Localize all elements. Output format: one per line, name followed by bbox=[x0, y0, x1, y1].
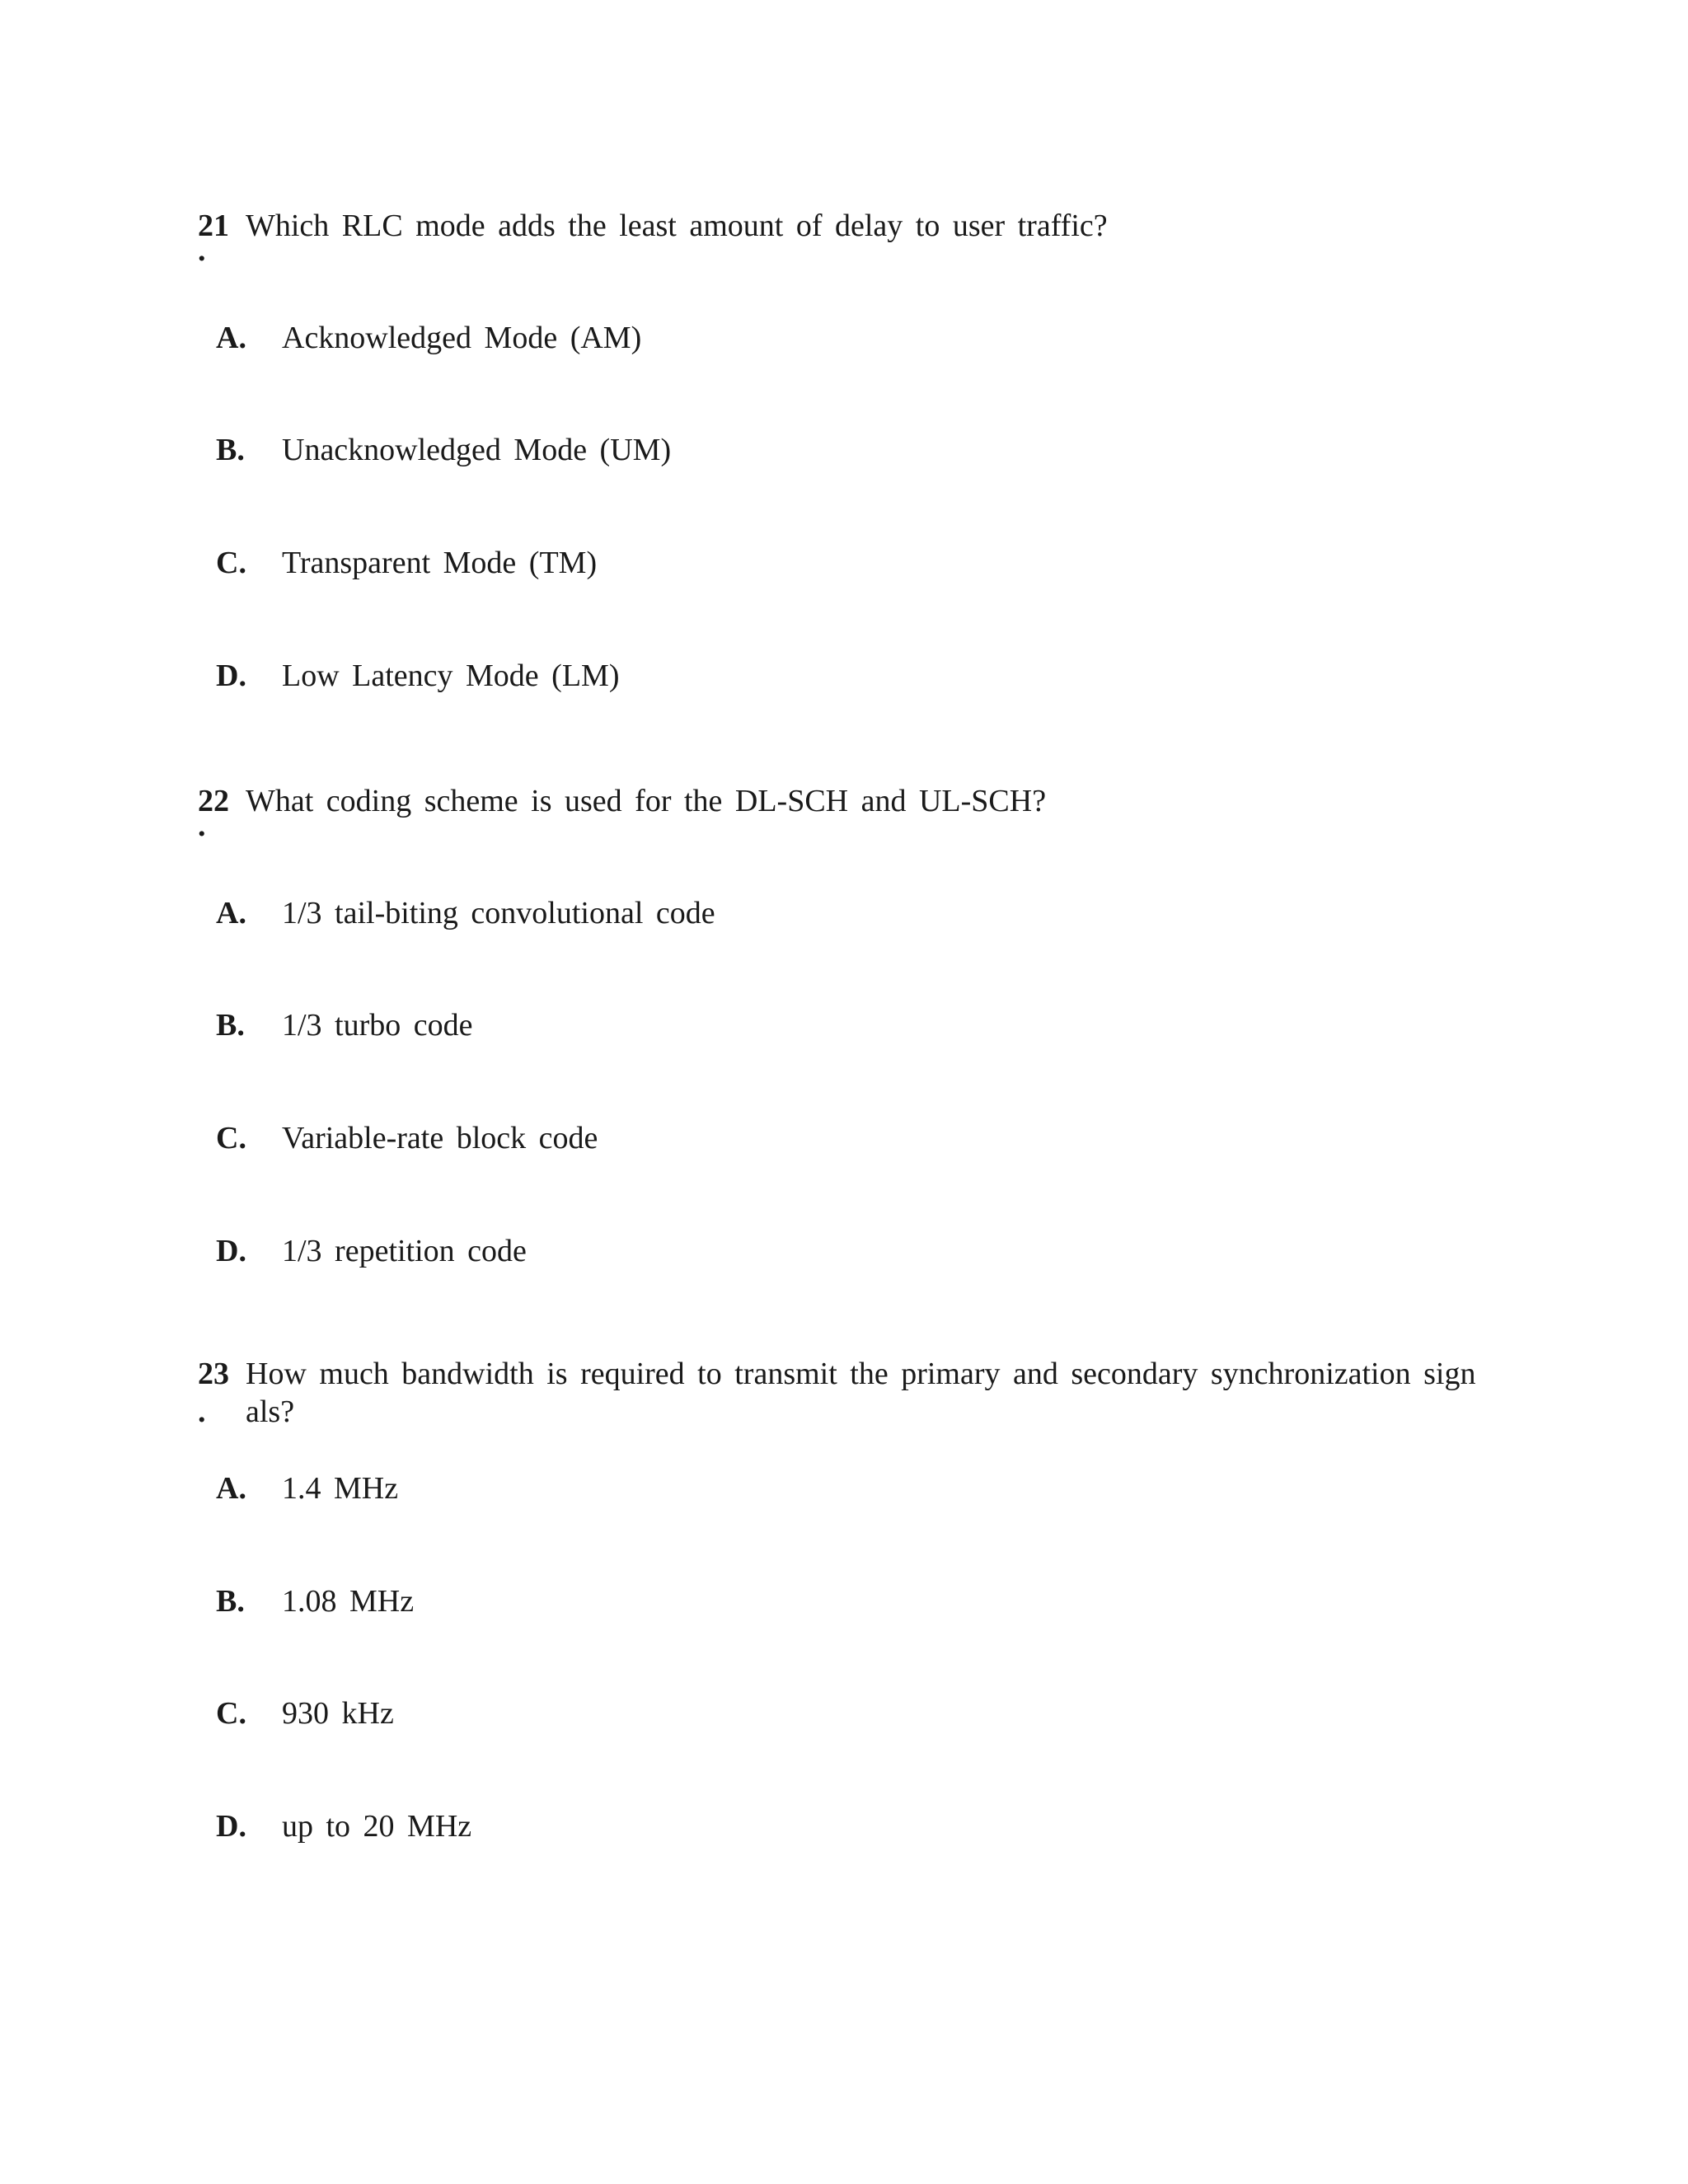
question-21 bbox=[198, 206, 1484, 268]
option-letter: A. bbox=[216, 896, 246, 930]
question-number: 23 bbox=[198, 1357, 229, 1391]
option-letter: A. bbox=[216, 321, 246, 355]
question-dot: . bbox=[198, 1394, 206, 1429]
question-line bbox=[198, 1354, 1484, 1394]
option-letter: D. bbox=[216, 1809, 246, 1844]
option-text: Variable-rate block code bbox=[282, 1121, 598, 1155]
option-text: up to 20 MHz bbox=[282, 1809, 472, 1844]
option-text: 1.08 MHz bbox=[282, 1584, 415, 1619]
option-letter: B. bbox=[216, 1008, 245, 1043]
question-dot: . bbox=[198, 808, 206, 843]
question-text: How much bandwidth is required to transmit the primary and secondary synchronization sign bbox=[246, 1357, 1476, 1391]
option-letter: C. bbox=[216, 546, 246, 580]
option-text: Acknowledged Mode (AM) bbox=[282, 321, 642, 355]
option-text: Transparent Mode (TM) bbox=[282, 546, 598, 580]
question-23 bbox=[198, 1354, 1484, 1429]
option-text: Low Latency Mode (LM) bbox=[282, 658, 620, 693]
option-letter: B. bbox=[216, 433, 245, 467]
question-number: 22 bbox=[198, 784, 229, 818]
option-text: 1/3 repetition code bbox=[282, 1234, 527, 1268]
option-letter: B. bbox=[216, 1584, 245, 1619]
option-text: 1.4 MHz bbox=[282, 1471, 399, 1506]
question-22 bbox=[198, 781, 1484, 843]
question-number: 21 bbox=[198, 209, 229, 243]
question-text: What coding scheme is used for the DL-SCH and UL-SCH? bbox=[246, 784, 1047, 818]
question-text: Which RLC mode adds the least amount of delay to user traffic? bbox=[246, 209, 1108, 243]
option-letter: D. bbox=[216, 658, 246, 693]
option-letter: A. bbox=[216, 1471, 246, 1506]
option-letter: C. bbox=[216, 1121, 246, 1155]
option-text: Unacknowledged Mode (UM) bbox=[282, 433, 672, 467]
question-dot: . bbox=[198, 233, 206, 268]
option-letter: D. bbox=[216, 1234, 246, 1268]
option-text: 930 kHz bbox=[282, 1696, 394, 1731]
option-text: 1/3 turbo code bbox=[282, 1008, 473, 1043]
question-text-continuation: als? bbox=[246, 1394, 295, 1429]
question-line bbox=[198, 781, 1484, 821]
option-letter: C. bbox=[216, 1696, 246, 1731]
option-text: 1/3 tail-biting convolutional code bbox=[282, 896, 715, 930]
question-line bbox=[198, 206, 1484, 246]
